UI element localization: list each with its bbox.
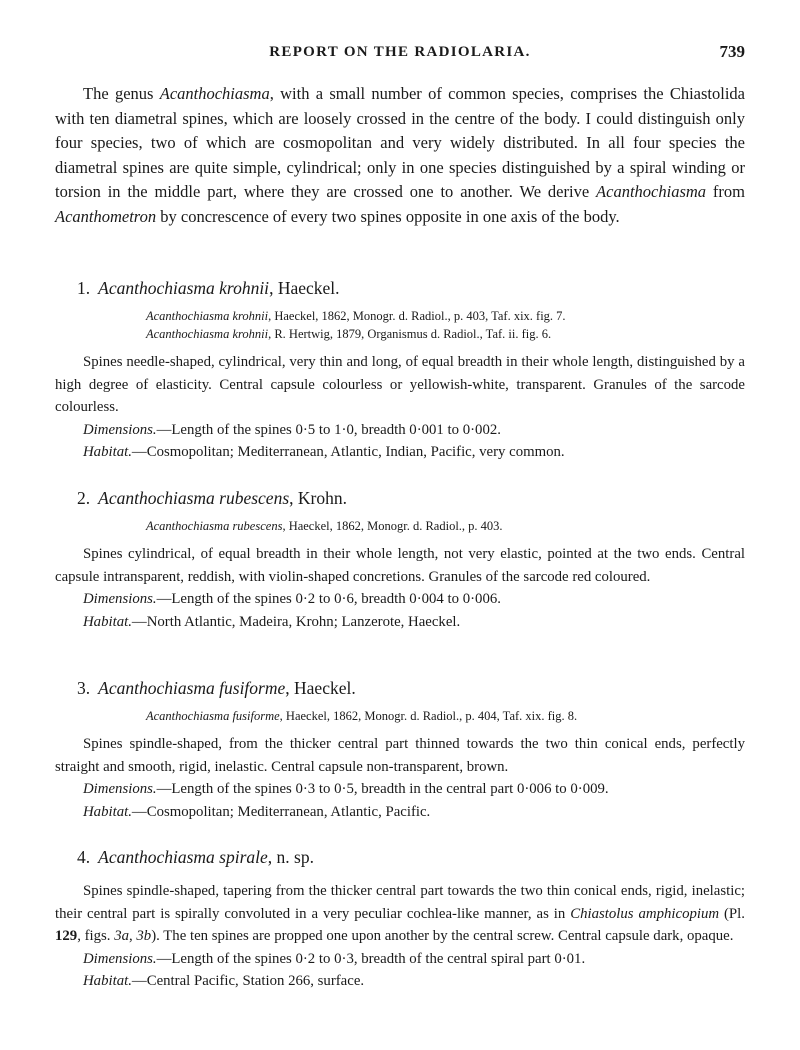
species-name: Acanthochiasma krohnii [98, 278, 270, 298]
dimensions-label: Dimensions. [83, 950, 157, 967]
running-head-title: REPORT ON THE RADIOLARIA. [269, 44, 531, 60]
dimensions-text: —Length of the spines 0·2 to 0·6, breadth 0·004 to 0·006. [156, 591, 501, 607]
species-description: Spines cylindrical, of equal breadth in their whole length, not very elastic, pointed at the two ends. Central capsule intransparent, reddish, with violin-shaped concretions. Granules of the sarcode red coloured. [55, 546, 745, 585]
plate-number: 129 [55, 928, 78, 944]
ref-species-name: Acanthochiasma rubescens [146, 519, 283, 533]
dimensions-line [83, 778, 745, 801]
dimensions-line [83, 419, 745, 442]
habitat-label: Habitat. [83, 803, 132, 820]
desc-text: (Pl. [719, 905, 745, 922]
genus-name: Acanthometron [55, 206, 157, 226]
genus-name: Acanthochiasma [596, 182, 707, 202]
intro-text: , with a small number of common species, comprises the Chiastolida with ten diametral spines, which are loosely crossed in the centre of the body. I could distinguish only four species, two of which are cosmopolitan and very widely distributed. In all four species the diametral spines are quite simple, cylindrical; only in one species distinguished by a spiral winding or torsion in the middle part, where they are crossed one to another. We derive [55, 84, 745, 202]
species-entry-1 [55, 277, 745, 464]
species-number: 4. [77, 847, 91, 867]
ref-text: , Haeckel, 1862, Monogr. d. Radiol., p. 403, Taf. xix. fig. 7. [268, 309, 566, 323]
page-number: 739 [719, 42, 745, 61]
habitat-label: Habitat. [83, 613, 132, 630]
desc-text: , figs. [77, 928, 115, 944]
intro-text: by concrescence of every two spines opposite in one axis of the body. [156, 206, 620, 226]
intro-text: from [706, 182, 745, 202]
figure-ref: 3a [114, 928, 129, 944]
ref-text: , R. Hertwig, 1879, Organismus d. Radiol., Taf. ii. fig. 6. [268, 327, 552, 341]
habitat-label: Habitat. [83, 973, 132, 989]
genus-name: Acanthochiasma [159, 84, 270, 103]
habitat-text: —Cosmopolitan; Mediterranean, Atlantic, Indian, Pacific, very common. [131, 444, 565, 460]
species-heading [77, 487, 745, 509]
species-number: 3. [77, 678, 91, 698]
species-name: Acanthochiasma spirale [98, 847, 268, 867]
species-entry-4 [55, 846, 745, 993]
desc-genus-name: Chiastolus amphicopium [570, 905, 720, 922]
species-heading [77, 277, 745, 299]
species-entry-3 [55, 677, 745, 823]
dimensions-label: Dimensions. [83, 591, 157, 607]
ref-species-name: Acanthochiasma krohnii [146, 309, 269, 323]
species-reference [146, 325, 745, 343]
dimensions-line [83, 948, 745, 971]
species-author: , n. sp. [267, 847, 314, 867]
intro-paragraph [55, 82, 745, 230]
habitat-text: —Cosmopolitan; Mediterranean, Atlantic, Pacific. [131, 803, 431, 820]
species-reference [146, 517, 745, 535]
species-author: , Haeckel. [269, 278, 340, 298]
ref-species-name: Acanthochiasma krohnii [146, 327, 269, 341]
species-description [55, 880, 745, 948]
habitat-line [83, 801, 745, 824]
species-author: , Krohn. [289, 488, 347, 508]
desc-text: , [129, 928, 137, 944]
habitat-line [83, 611, 745, 634]
intro-text: The genus [83, 84, 160, 103]
species-name: Acanthochiasma rubescens [98, 488, 290, 508]
species-entry-2 [55, 487, 745, 633]
habitat-line [83, 970, 745, 993]
habitat-label: Habitat. [83, 444, 132, 460]
habitat-text: —Central Pacific, Station 266, surface. [131, 973, 365, 989]
species-number: 1. [77, 278, 91, 298]
desc-text: ). The ten spines are propped one upon another by the central screw. Central capsule dark, opaque. [151, 928, 734, 944]
species-reference [146, 707, 745, 725]
desc-text: Spines spindle-shaped, tapering from the thicker central part towards the two thin conical ends, rigid, inelastic; their central part is spirally convoluted in a very peculiar cochlea-like manner, as in [55, 883, 745, 922]
species-author: , Haeckel. [285, 678, 356, 698]
dimensions-text: —Length of the spines 0·5 to 1·0, breadth 0·001 to 0·002. [156, 421, 501, 438]
dimensions-label: Dimensions. [83, 781, 157, 797]
ref-text: , Haeckel, 1862, Monogr. d. Radiol., p. 403. [282, 519, 503, 533]
habitat-line [83, 441, 745, 464]
dimensions-text: —Length of the spines 0·3 to 0·5, breadth in the central part 0·006 to 0·009. [156, 781, 609, 797]
species-reference [146, 307, 745, 325]
dimensions-line [83, 588, 745, 611]
species-heading [77, 677, 745, 699]
species-number: 2. [77, 488, 91, 508]
ref-species-name: Acanthochiasma fusiforme [146, 709, 280, 723]
running-head [55, 44, 745, 66]
ref-text: , Haeckel, 1862, Monogr. d. Radiol., p. 404, Taf. xix. fig. 8. [279, 709, 578, 723]
species-name: Acanthochiasma fusiforme [98, 678, 286, 698]
dimensions-text: —Length of the spines 0·2 to 0·3, breadth of the central spiral part 0·01. [156, 950, 586, 967]
dimensions-label: Dimensions. [83, 421, 157, 438]
species-description: Spines spindle-shaped, from the thicker central part thinned towards the two thin conical ends, perfectly straight and smooth, rigid, inelastic. Central capsule non-transparent, brown. [55, 736, 745, 775]
habitat-text: —North Atlantic, Madeira, Krohn; Lanzerote, Haeckel. [131, 613, 461, 630]
species-description: Spines needle-shaped, cylindrical, very thin and long, of equal breadth in their whole length, distinguished by a high degree of elasticity. Central capsule colourless or yellowish-white, transparent. Granules of the sarcode colourless. [55, 354, 745, 415]
species-heading [77, 846, 745, 868]
figure-ref: 3b [136, 928, 152, 944]
